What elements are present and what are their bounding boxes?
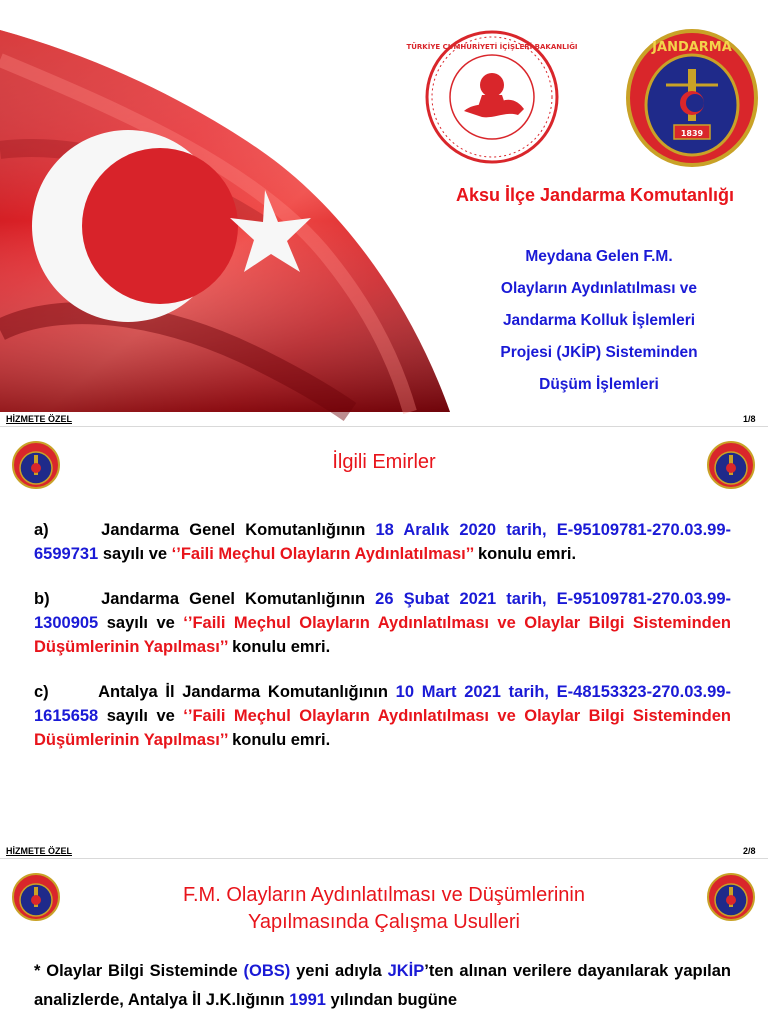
order-subject: ‘’Faili Meçhul Olayların Aydınlatılması ve Olaylar Bilgi Sisteminden Düşümlerinin Yapılması’’ — [34, 707, 731, 749]
ministry-of-interior-seal — [406, 29, 578, 165]
paragraph-text: * Olaylar Bilgi Sisteminde — [34, 962, 238, 980]
slide-title — [100, 882, 668, 936]
ministry-seal-text: TÜRKİYE CUMHURİYETİ İÇİŞLERİ BAKANLIĞI — [406, 43, 578, 51]
order-tail: konulu emri. — [477, 545, 577, 563]
order-connector: sayılı ve — [106, 707, 175, 725]
emblem-label: JANDARMA — [652, 40, 732, 55]
gendarmerie-emblem-small — [707, 441, 755, 489]
turkish-flag-image — [0, 0, 450, 412]
order-reference: 18 Aralık 2020 tarih, E-95109781-270.03.99-6599731 — [34, 521, 732, 563]
order-issuer: Jandarma Genel Komutanlığının — [101, 590, 366, 608]
order-tail: konulu emri. — [232, 638, 331, 656]
classification-label: HİZMETE ÖZEL — [6, 846, 72, 856]
order-item — [34, 518, 731, 566]
gendarmerie-emblem-small — [12, 441, 60, 489]
order-connector: sayılı ve — [106, 614, 175, 632]
order-connector: sayılı ve — [102, 545, 168, 563]
order-subject: ‘’Faili Meçhul Olayların Aydınlatılması’’ — [171, 545, 474, 563]
slide-divider — [0, 426, 768, 427]
paragraph-text: ’ten alınan verilere dayanılarak yapılan analizlerde, Antalya İl J.K.lığının — [34, 962, 731, 1009]
order-label: c) — [34, 683, 49, 701]
order-label: a) — [34, 521, 49, 539]
order-tail: konulu emri. — [232, 731, 331, 749]
order-reference: 26 Şubat 2021 tarih, E-95109781-270.03.99-1300905 — [34, 590, 731, 632]
order-label: b) — [34, 590, 50, 608]
subtitle-line: Jandarma Kolluk İşlemleri — [502, 312, 696, 329]
order-subject: ‘’Faili Meçhul Olayların Aydınlatılması ve Olaylar Bilgi Sisteminden Düşümlerinin Yapılması’’ — [34, 614, 731, 656]
slide-title-line: F.M. Olayların Aydınlatılması ve Düşümlerinin — [182, 884, 585, 906]
subtitle-line: Meydana Gelen F.M. — [525, 248, 673, 265]
gendarmerie-emblem-small — [707, 873, 755, 921]
page-number: 1/8 — [743, 414, 756, 424]
emblem-year: 1839 — [680, 129, 704, 138]
subtitle-line: Düşüm İşlemleri — [539, 376, 659, 393]
orders-list — [34, 518, 731, 773]
order-item — [34, 680, 731, 752]
jkip-abbreviation: JKİP — [387, 962, 425, 980]
order-reference: 10 Mart 2021 tarih, E-48153323-270.03.99-1615658 — [34, 683, 731, 725]
order-issuer: Jandarma Genel Komutanlığının — [101, 521, 366, 539]
order-issuer: Antalya İl Jandarma Komutanlığının — [98, 683, 388, 701]
gendarmerie-emblem-small — [12, 873, 60, 921]
start-year: 1991 — [289, 991, 326, 1009]
subtitle-line: Projesi (JKİP) Sisteminden — [500, 344, 698, 361]
gendarmerie-emblem — [626, 29, 758, 167]
slide-title: İlgili Emirler — [332, 451, 436, 473]
cover-subtitle — [470, 241, 728, 401]
cover-slide — [0, 0, 768, 412]
slide-divider — [0, 858, 768, 859]
slide-title-line: Yapılmasında Çalışma Usulleri — [248, 911, 520, 933]
method-paragraph — [34, 957, 731, 1015]
paragraph-text: yeni adıyla — [296, 962, 382, 980]
order-item — [34, 587, 731, 659]
command-title: Aksu İlçe Jandarma Komutanlığı — [455, 185, 735, 205]
paragraph-text: yılından bugüne — [330, 991, 458, 1009]
obs-abbreviation: (OBS) — [243, 962, 291, 980]
classification-label: HİZMETE ÖZEL — [6, 414, 72, 424]
subtitle-line: Olayların Aydınlatılması ve — [500, 280, 698, 297]
page-number: 2/8 — [743, 846, 756, 856]
